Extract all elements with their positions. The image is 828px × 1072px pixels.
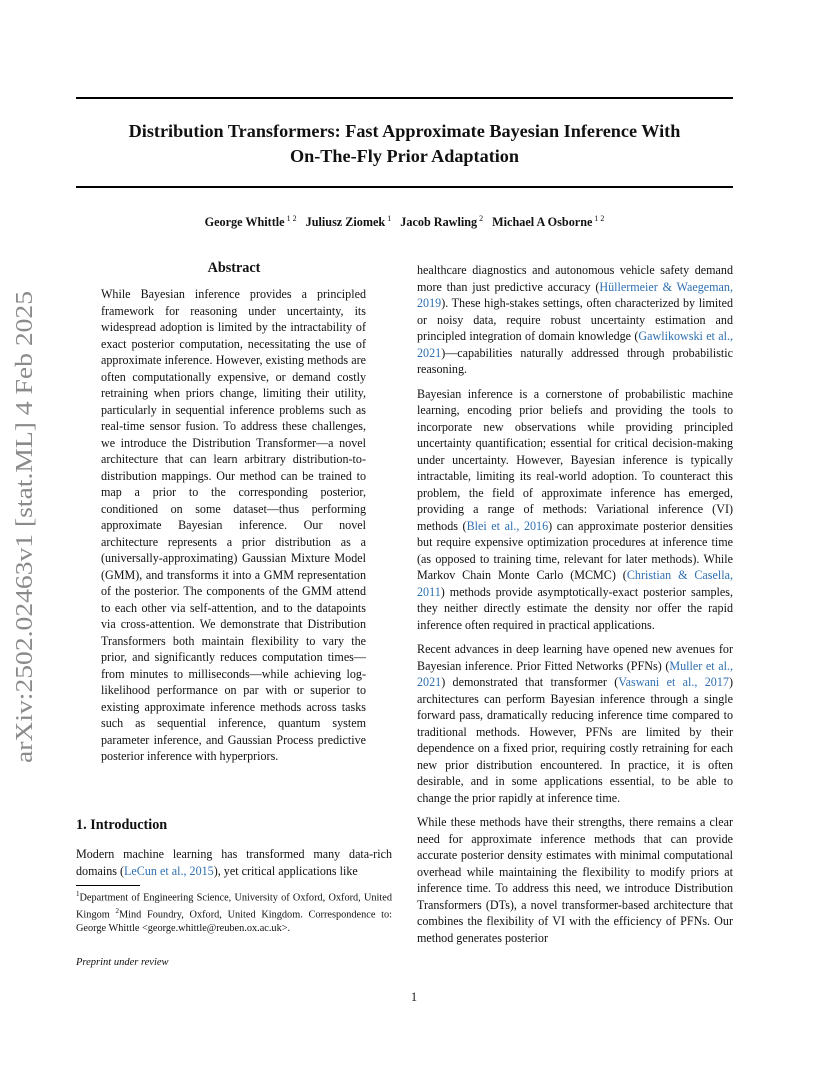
author-affiliation: 2 [479, 214, 484, 223]
footnote-text: Department of Engineering Science, University of Oxford, Oxford, United Kingom [76, 892, 392, 921]
paragraph [417, 262, 733, 378]
abstract-text: While Bayesian inference provides a principled framework for reasoning under uncertainty, its widespread adoption is limited by the intractability of exact posterior computation, necessitating the use of approximate inference. However, existing methods are often computationally expensive, or demand costly retraining when priors change, limiting their utility, particularly in sequential inference problems such as real-time sensor fusion. To address these challenges, we introduce the Distribution Transformer—a novel architecture that can learn arbitrary distribution-to-distribution mappings. Our method can be trained to map a prior to the corresponding posterior, conditioned on some dataset—thus performing approximate Bayesian inference. Our novel architecture represents a prior distribution as a (universally-approximating) Gaussian Mixture Model (GMM), and transforms it into a GMM representation of the posterior. The components of the GMM attend to each other via self-attention, and to the datapoints via cross-attention. We demonstrate that Distribution Transformers both maintain flexibility to vary the prior, and significantly reduces computation times—from minutes to milliseconds—while achieving log-likelihood performance on par with or superior to existing approximate inference methods across tasks such as sequential inference, quantum system parameter inference, and Gaussian Process predictive posterior inference with hyperpriors. [101, 287, 366, 763]
author [205, 214, 297, 230]
title-line-2: On-The-Fly Prior Adaptation [289, 146, 520, 166]
right-column [417, 262, 733, 954]
text-span: ) can approximate posterior densities but require expensive optimization procedures at inference time (as opposed to training time, relevant for later methods). While Markov Chain Monte Carlo (MCMC) ( [417, 518, 733, 582]
text-span: Bayesian inference is a cornerstone of probabilistic machine learning, encoding prior beliefs and providing the tools to incorporate new observations while providing principled uncertainty quantification; essential for critical decision-making under uncertainty. However, Bayesian inference is typically intractable, limiting its real-world adoption. To counteract this problem, the field of approximate inference has emerged, providing a range of methods: Variational inference (VI) methods ( [417, 386, 733, 533]
paragraph [417, 386, 733, 634]
introduction-text [76, 846, 392, 879]
text-span: Recent advances in deep learning have opened new avenues for Bayesian inference. Prior Fitted Networks (PFNs) ( [417, 642, 733, 673]
citation-link[interactable]: Muller et al., 2021 [417, 658, 733, 689]
citation-link[interactable]: Hüllermeier & Waegeman, 2019 [417, 279, 733, 310]
text-span: Modern machine learning has transformed many data-rich domains ( [76, 847, 392, 878]
text-span: healthcare diagnostics and autonomous vehicle safety demand more than just predictive accuracy ( [417, 263, 733, 294]
text-span: ). These high-stakes settings, often characterized by limited or noisy data, require robust uncertainty estimation and principled integration of domain knowledge ( [417, 296, 733, 343]
author-name: Michael A Osborne [492, 215, 593, 229]
paragraph [417, 641, 733, 806]
preprint-note: Preprint under review [76, 957, 169, 968]
author [306, 214, 392, 230]
author-list [76, 214, 733, 230]
author-name: Juliusz Ziomek [305, 215, 386, 229]
citation-link[interactable]: Blei et al., 2016 [466, 518, 549, 533]
paper-title [76, 119, 733, 169]
citation-link[interactable]: Vaswani et al., 2017 [618, 675, 729, 689]
author-name: Jacob Rawling [400, 215, 478, 229]
author [492, 214, 604, 230]
text-span: ), yet critical applications like [213, 863, 358, 878]
author-affiliation: 1 2 [594, 214, 605, 223]
arxiv-identifier [3, 290, 43, 765]
title-bottom-rule [76, 186, 733, 188]
title-line-1: Distribution Transformers: Fast Approximate Bayesian Inference With [128, 121, 681, 141]
text-span: ) methods provide asymptotically-exact posterior samples, they neither directly estimate the density nor offer the rapid inference often required in practical applications. [417, 584, 733, 632]
top-rule [76, 97, 733, 99]
author-affiliation: 1 [387, 214, 392, 223]
footnote-text: Mind Foundry, Oxford, United Kingdom. Correspondence to: George Whittle <george.whittle@reuben.ox.ac.uk>. [76, 909, 393, 934]
citation-link[interactable]: LeCun et al., 2015 [124, 863, 214, 878]
paragraph [417, 814, 733, 946]
footnote-mark: 1 [76, 890, 80, 898]
citation-link[interactable]: Gawlikowski et al., 2021 [417, 329, 733, 360]
author [400, 214, 483, 230]
text-span: ) demonstrated that transformer ( [441, 675, 619, 689]
text-span: )—capabilities naturally addressed through probabilistic reasoning. [417, 345, 733, 376]
abstract-heading: Abstract [207, 260, 261, 276]
introduction-heading: 1. Introduction [76, 817, 168, 833]
footnote-mark: 2 [115, 906, 119, 915]
author-affiliation: 1 2 [286, 214, 297, 223]
affiliation-footnote [76, 888, 392, 935]
page-number: 1 [410, 990, 418, 1004]
arxiv-identifier-text: arXiv:2502.02463v1 [stat.ML] 4 Feb 2025 [11, 343, 38, 763]
citation-link[interactable]: Christian & Casella, 2011 [417, 568, 733, 599]
text-span: While these methods have their strengths, there remains a clear need for approximate inference methods that can provide accurate posterior density estimates with minimal computational overhead while maintaining the flexibility to modify priors at inference time. To address this need, we introduce Distribution Transformers (DTs), a novel transformer-based architecture that combines the flexibility of VI with the efficiency of PFNs. Our method generates posterior [417, 815, 733, 945]
text-span: ) architectures can perform Bayesian inference through a single forward pass, dramatically reducing inference time compared to traditional methods. However, PFNs are limited by their dependence on a fixed prior, requiring costly retraining for each new prior distribution encountered. In practice, it is often desirable, and in some applications essential, to be able to change the prior rapidly at inference time. [417, 675, 733, 805]
footnote-rule [76, 885, 140, 886]
author-name: George Whittle [204, 215, 285, 229]
